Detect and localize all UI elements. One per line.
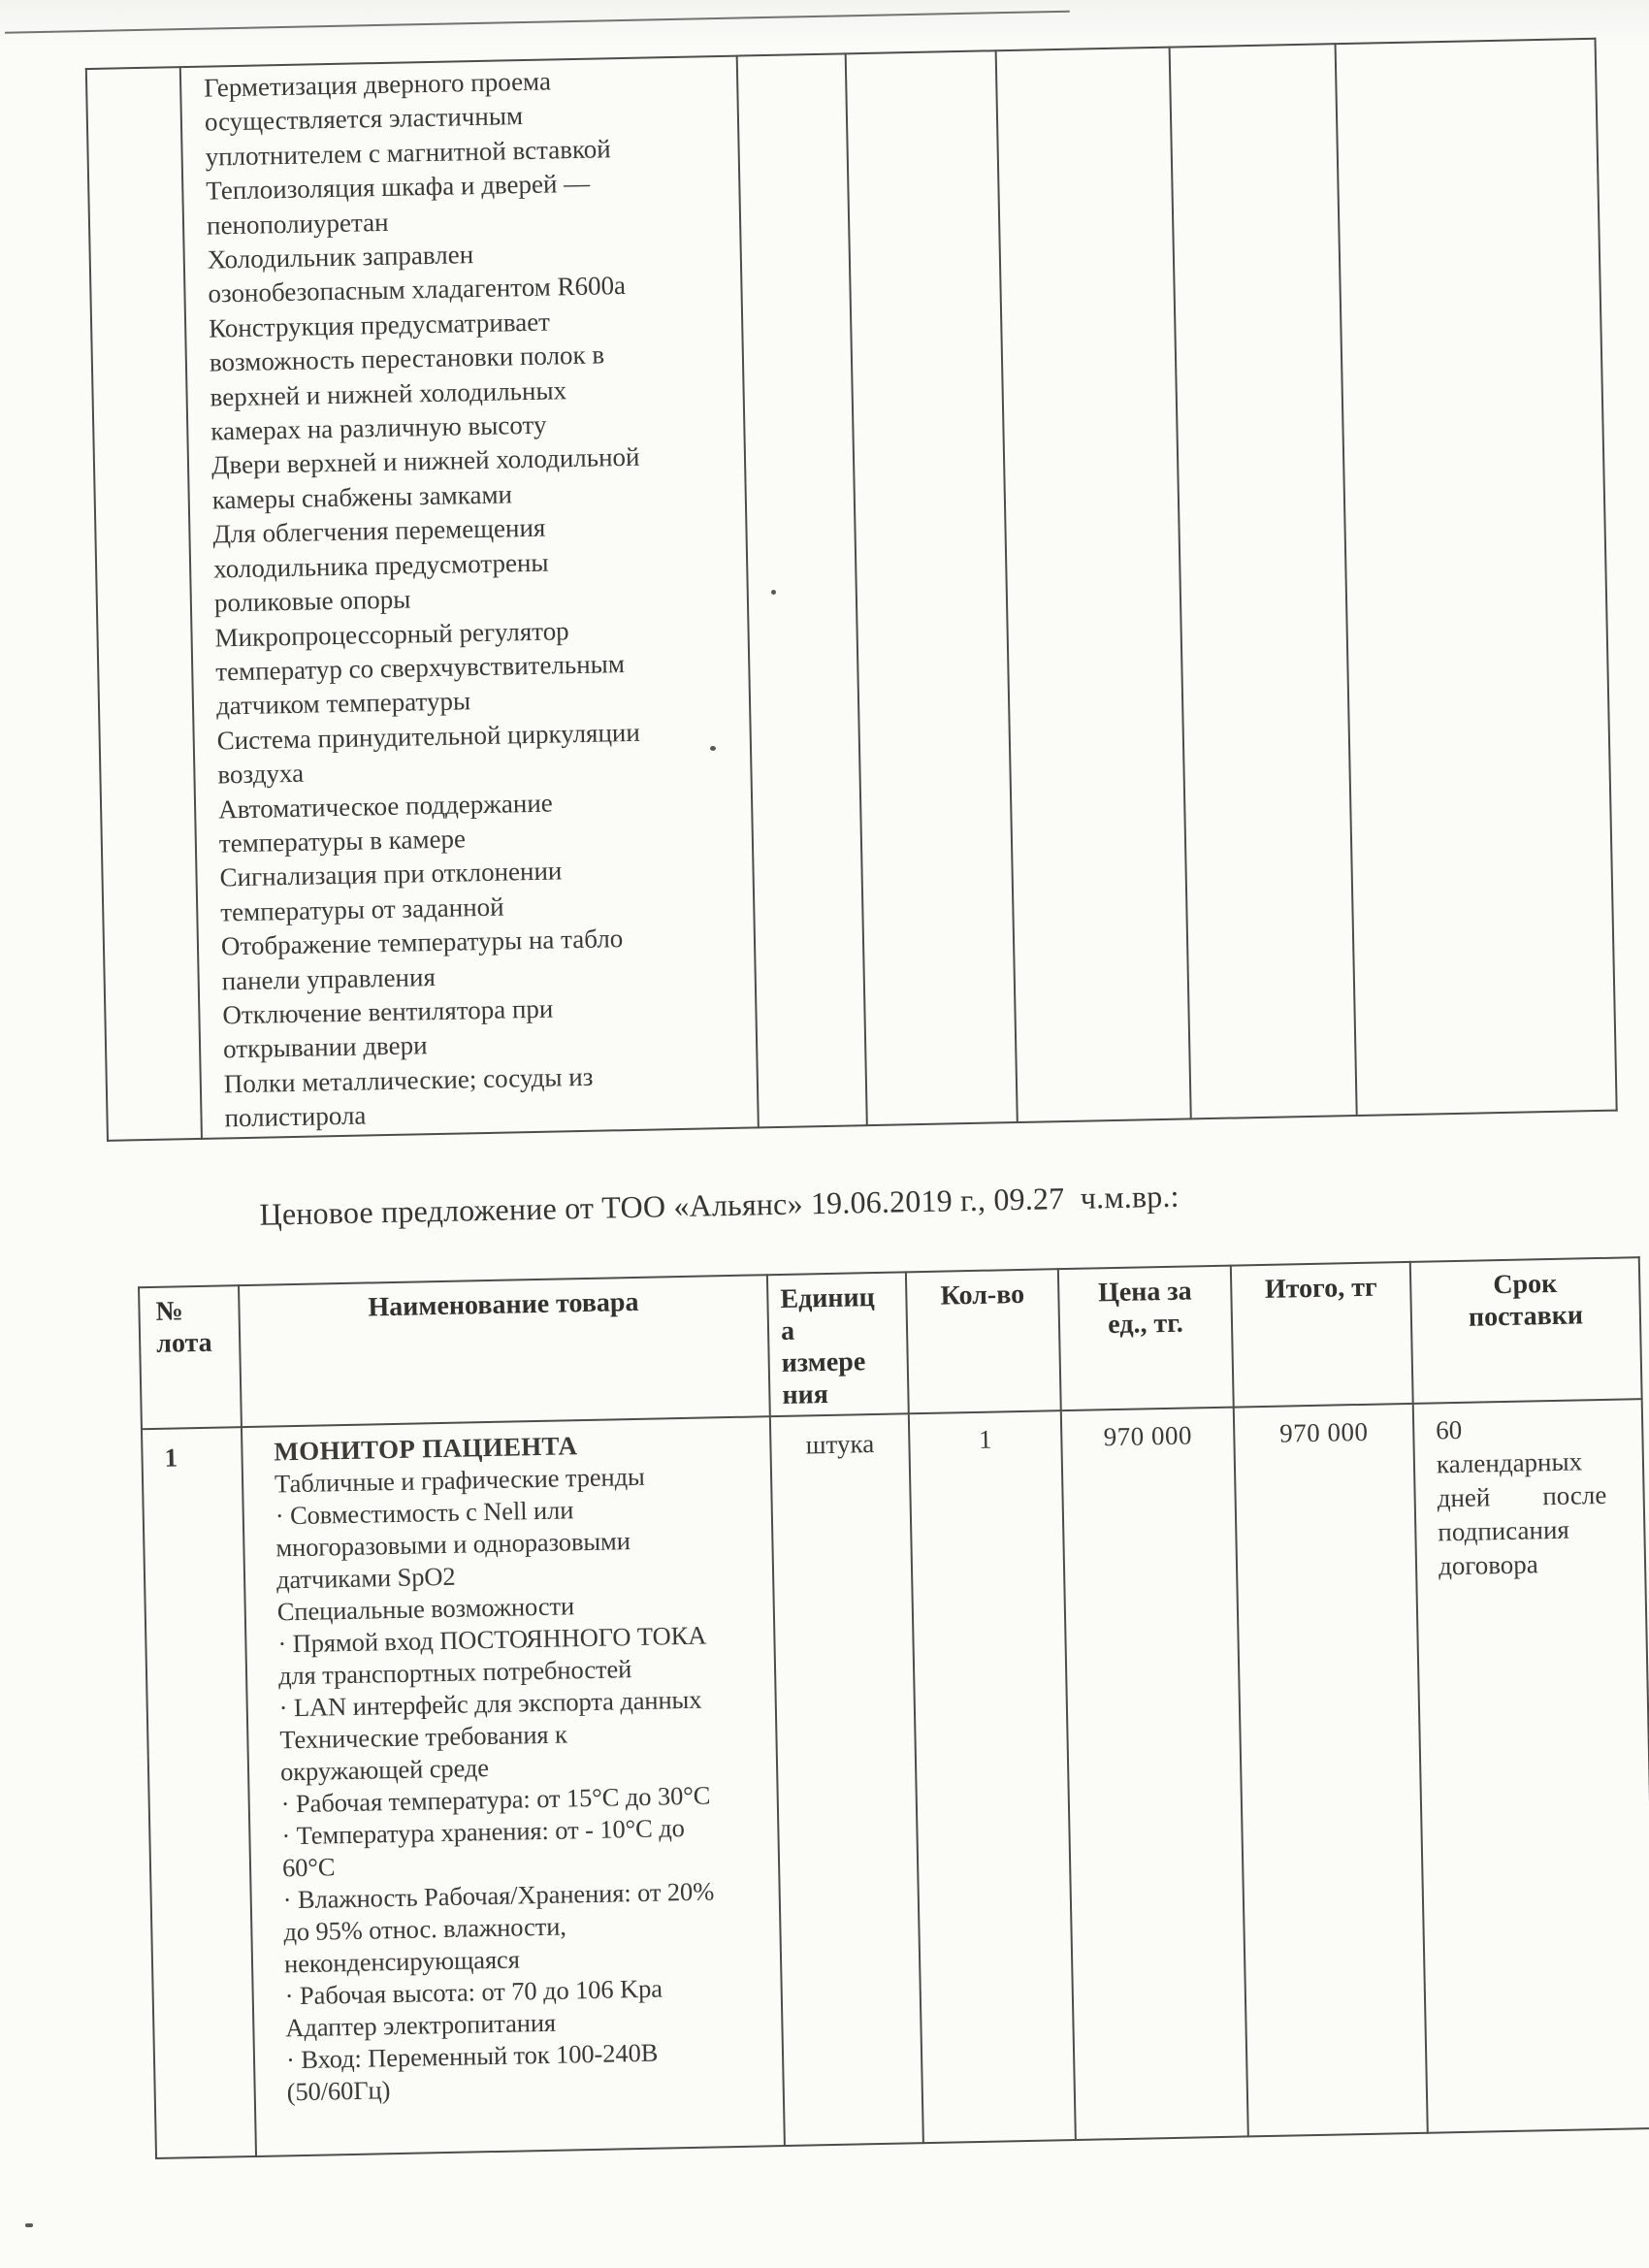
header-delivery-term: Срок поставки	[1410, 1257, 1642, 1404]
scan-speck	[710, 746, 716, 751]
continuation-empty-cell-unit-price	[996, 48, 1191, 1122]
quantity-cell: 1	[909, 1410, 1076, 2143]
product-title: МОНИТОР ПАЦИЕНТА	[274, 1431, 578, 1467]
header-unit-of-measure: Единиц а измере ния	[767, 1272, 909, 1416]
continuation-empty-cell-qty	[846, 50, 1018, 1124]
header-total: Итого, тг	[1231, 1262, 1413, 1408]
continuation-row	[86, 39, 1617, 1141]
offer-table-row	[142, 1399, 1649, 2158]
unit-price-cell: 970 000	[1061, 1408, 1248, 2140]
product-description: Табличные и графические тренды · Совместимость с Nell или многоразовыми и одноразовыми датчиками SpO2 Специальные возможности · Прямой вход ПОСТОЯННОГО ТОКА для транспортных потребностей · LAN интерфейс для экспорта данных Технические требования к окружающей среде · Рабочая температура: от 15°C до 30°C · Температура хранения: от - 10°C до 60°C · Влажность Рабочая/Хранения: от 20% до 95% относ. влажности, неконденсирующаяся · Рабочая высота: от 70 до 106 Kpa Адаптер электропитания · Вход: Переменный ток 100-240В (50/60Гц)	[274, 1461, 715, 2107]
header-lot-number: № лота	[139, 1285, 242, 1429]
spec-text: Герметизация дверного проема осуществляется эластичным уплотнителем с магнитной вставкой Теплоизоляция шкафа и дверей — пенополиуретан Холодильник заправлен озонобезопасным хладагентом R600a Конструкция предусматривает возможность перестановки полок в верхней и нижней холодильных камерах на различную высоту Двери верхней и нижней холодильной камеры снабжены замками Для облегчения перемещения холодильника предусмотрены роликовые опоры Микропроцессорный регулятор температур со сверхчувствительным датчиком температуры Система принудительной циркуляции воздуха Автоматическое поддержание температуры в камере Сигнализация при отклонении температуры от заданной Отображение температуры на табло панели управления Отключение вентилятора при открывании двери Полки металлические; сосуды из полистирола	[203, 66, 641, 1133]
continuation-spec-cell	[180, 56, 759, 1139]
header-quantity: Кол-во	[906, 1269, 1061, 1413]
header-product-name: Наименование товара	[239, 1275, 770, 1427]
offer-table	[138, 1256, 1649, 2159]
scan-speck	[25, 2223, 33, 2227]
header-unit-price: Цена за ед., тг.	[1058, 1266, 1234, 1411]
continuation-empty-cell-delivery	[1336, 39, 1617, 1116]
previous-table-edge-artifact	[5, 11, 1070, 34]
product-name-cell	[242, 1416, 785, 2156]
delivery-term-cell: 60 календарных дней после подписания договора	[1413, 1399, 1649, 2133]
unit-of-measure-cell: штука	[770, 1413, 923, 2146]
continuation-empty-cell-total	[1170, 44, 1357, 1118]
scan-speck	[771, 590, 776, 595]
price-offer-heading: Ценовое предложение от ТОО «Альянс» 19.06.2019 г., 09.27 ч.м.вр.:	[259, 1178, 1180, 1232]
continuation-table	[85, 38, 1618, 1142]
continuation-empty-cell-unit	[737, 53, 867, 1127]
total-cell: 970 000	[1234, 1404, 1428, 2137]
lot-number-cell: 1	[142, 1427, 256, 2158]
